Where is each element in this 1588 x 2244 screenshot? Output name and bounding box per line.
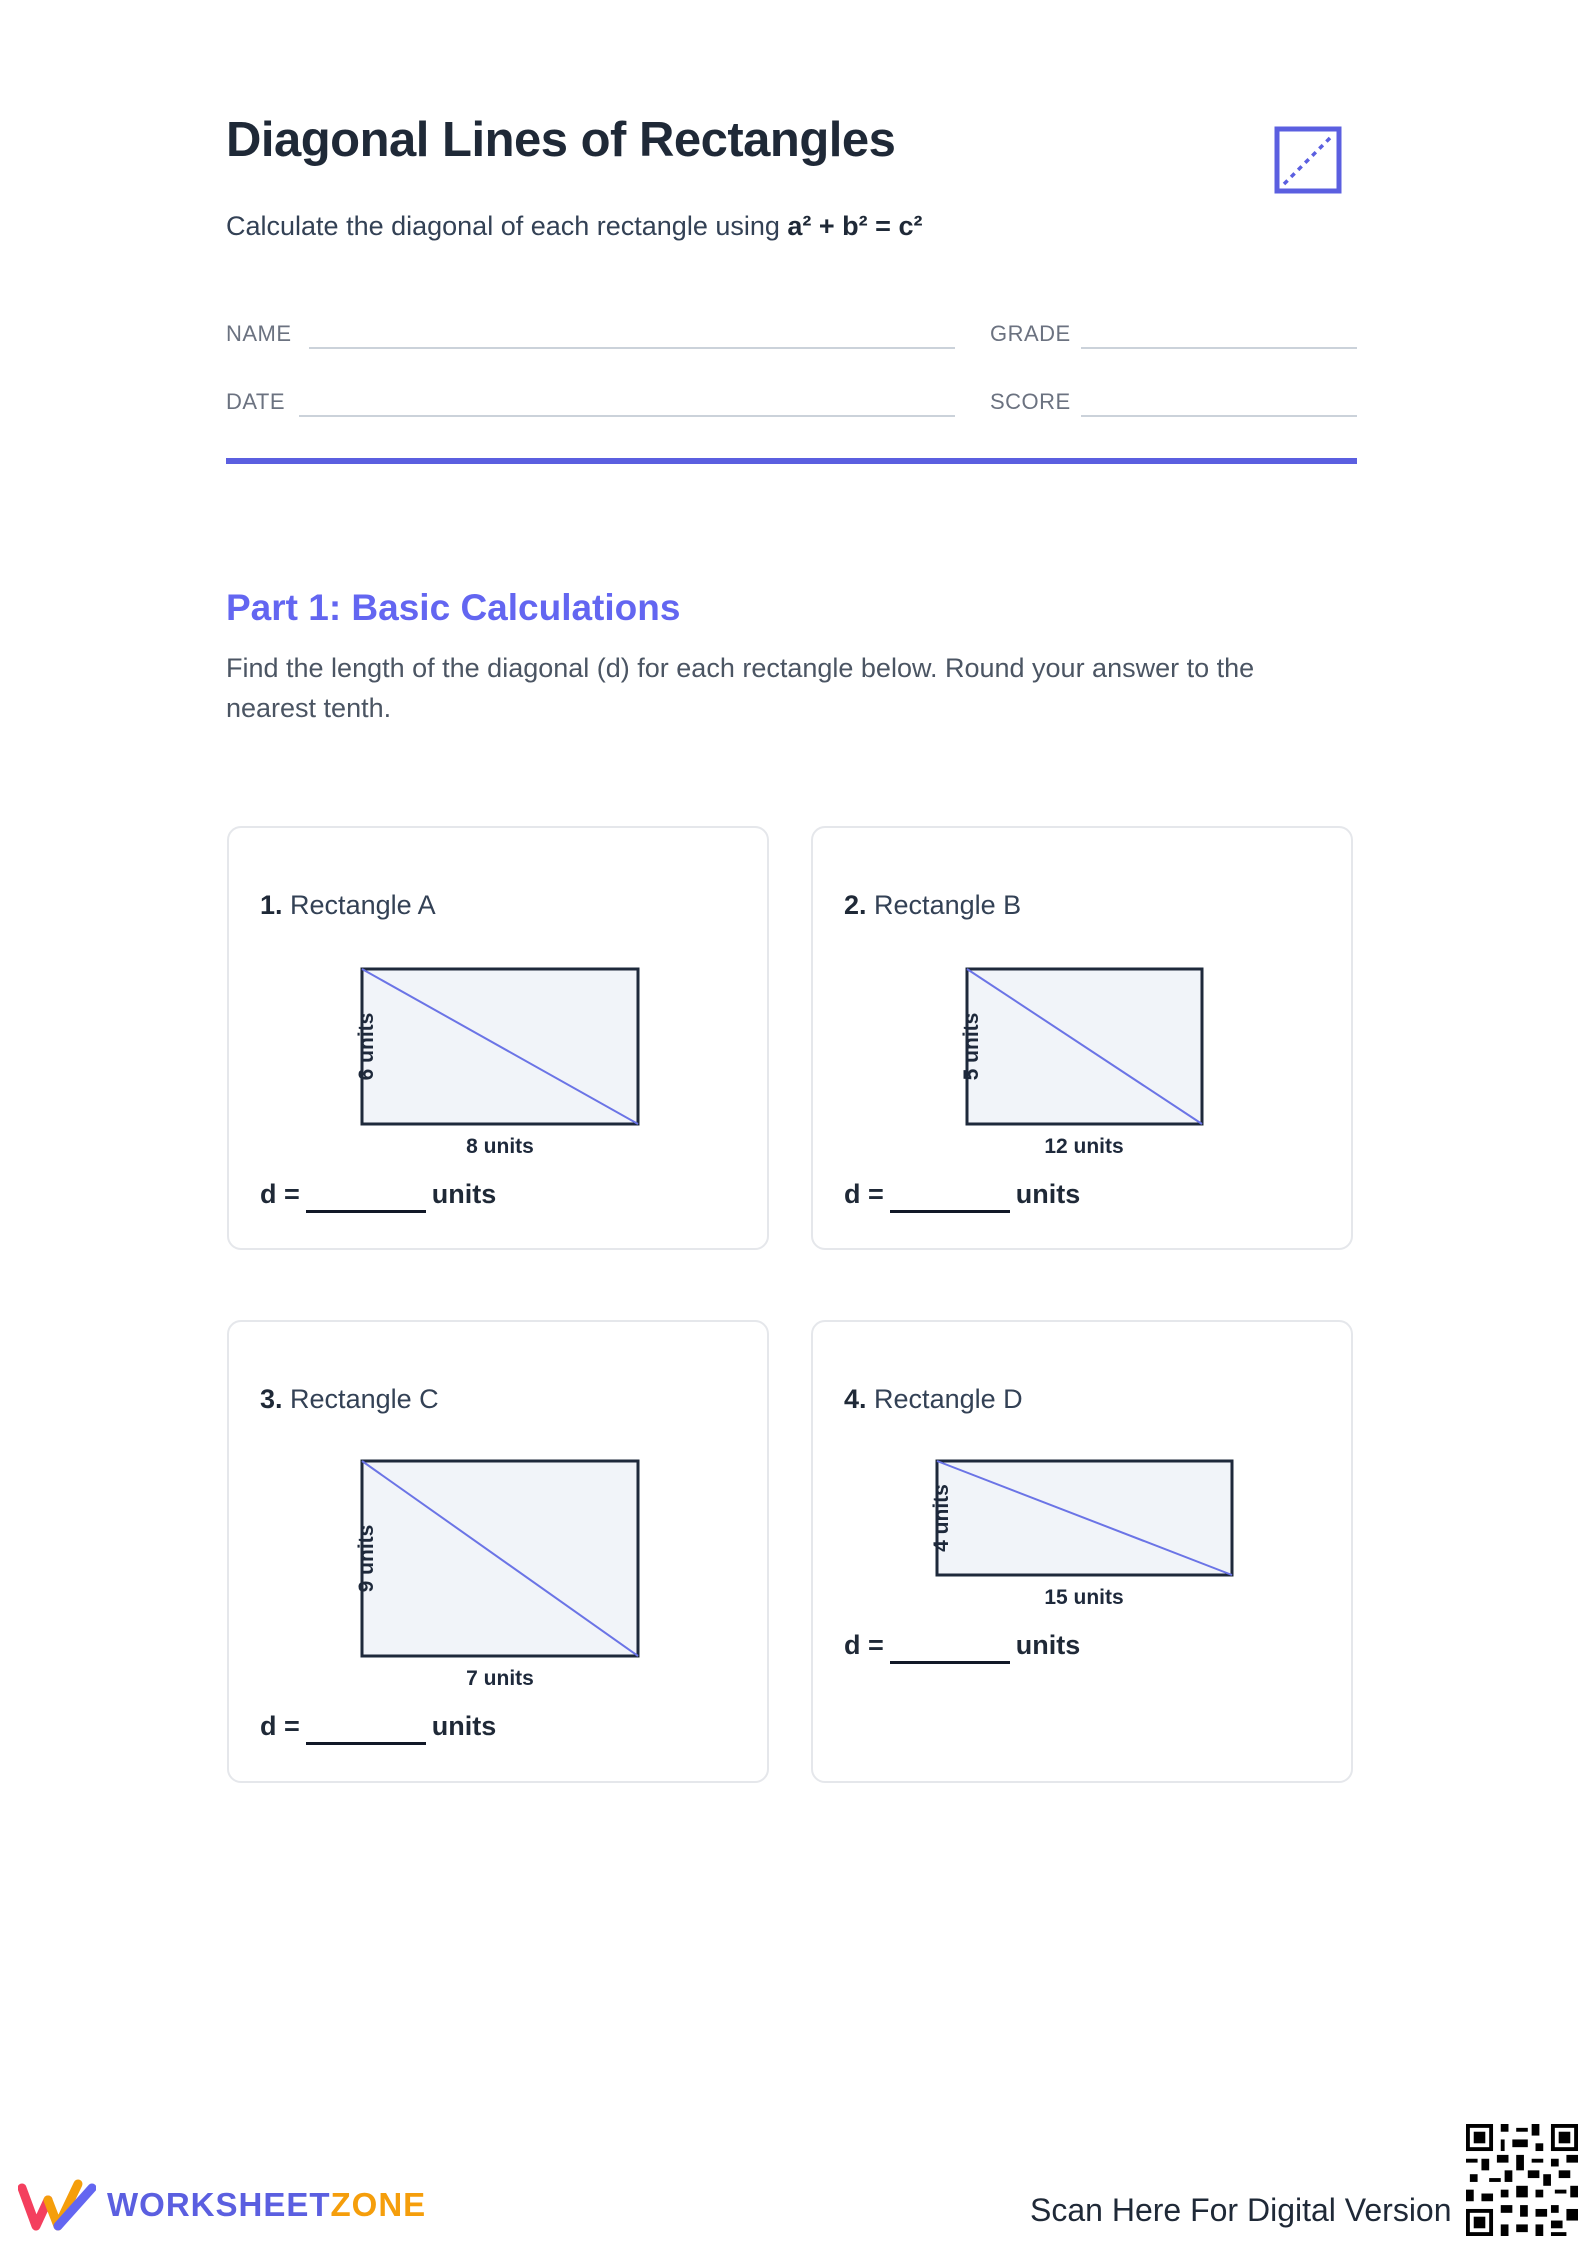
grade-field[interactable] <box>1081 347 1357 349</box>
answer-prefix: d = <box>260 1179 300 1209</box>
problem-card-4 <box>811 1320 1353 1783</box>
answer-suffix: units <box>1015 1630 1081 1660</box>
height-label: 4 units <box>930 1484 953 1552</box>
section-description: Find the length of the diagonal (d) for each rectangle below. Round your answer to the nearest tenth. <box>226 653 1255 723</box>
worksheetzone-logo-icon <box>18 2178 96 2234</box>
height-label: 5 units <box>960 1012 983 1081</box>
page-subtitle <box>226 211 922 242</box>
problem-number: 3. <box>260 1384 283 1414</box>
subtitle-text: Calculate the diagonal of each rectangle using <box>226 211 780 241</box>
answer-row <box>260 1179 496 1213</box>
answer-row <box>844 1179 1080 1213</box>
header-divider <box>226 458 1357 464</box>
height-label: 6 units <box>355 1012 378 1081</box>
answer-blank[interactable] <box>890 1184 1010 1213</box>
answer-suffix: units <box>431 1179 497 1209</box>
answer-row <box>844 1630 1080 1664</box>
width-label: 12 units <box>1044 1135 1124 1158</box>
answer-blank[interactable] <box>306 1184 426 1213</box>
brand-zone: ZONE <box>330 2186 427 2223</box>
brand-name[interactable] <box>107 2186 426 2224</box>
problem-name: Rectangle A <box>290 890 436 920</box>
name-label: NAME <box>226 321 292 346</box>
answer-suffix: units <box>1015 1179 1081 1209</box>
problem-name: Rectangle C <box>290 1384 439 1414</box>
width-label: 15 units <box>1044 1586 1124 1609</box>
problem-card-2 <box>811 826 1353 1250</box>
score-field[interactable] <box>1081 415 1357 417</box>
answer-blank[interactable] <box>890 1635 1010 1664</box>
problem-name: Rectangle D <box>874 1384 1023 1414</box>
score-label: SCORE <box>990 389 1071 414</box>
formula: a² + b² = c² <box>787 211 923 241</box>
height-label: 9 units <box>355 1524 378 1593</box>
qr-code-icon[interactable] <box>1466 2124 1578 2236</box>
answer-prefix: d = <box>844 1630 884 1660</box>
section-title: Part 1: Basic Calculations <box>226 587 681 628</box>
brand-worksheet: WORKSHEET <box>107 2186 331 2223</box>
rectangle-diagram <box>813 1322 1355 1785</box>
name-field[interactable] <box>309 347 955 349</box>
answer-row <box>260 1711 496 1745</box>
problem-number: 2. <box>844 890 867 920</box>
problem-card-3 <box>227 1320 769 1783</box>
page-title: Diagonal Lines of Rectangles <box>226 113 896 167</box>
date-label: DATE <box>226 389 286 414</box>
answer-prefix: d = <box>260 1711 300 1741</box>
answer-suffix: units <box>431 1711 497 1741</box>
problem-number: 4. <box>844 1384 867 1414</box>
width-label: 7 units <box>466 1667 534 1690</box>
problem-card-1 <box>227 826 769 1250</box>
problem-name: Rectangle B <box>874 890 1022 920</box>
width-label: 8 units <box>466 1135 534 1158</box>
answer-blank[interactable] <box>306 1716 426 1745</box>
date-field[interactable] <box>299 415 955 417</box>
rectangle-diagonal-icon <box>1274 126 1342 194</box>
grade-label: GRADE <box>990 321 1071 346</box>
scan-text: Scan Here For Digital Version <box>1030 2192 1452 2228</box>
answer-prefix: d = <box>844 1179 884 1209</box>
problem-number: 1. <box>260 890 283 920</box>
